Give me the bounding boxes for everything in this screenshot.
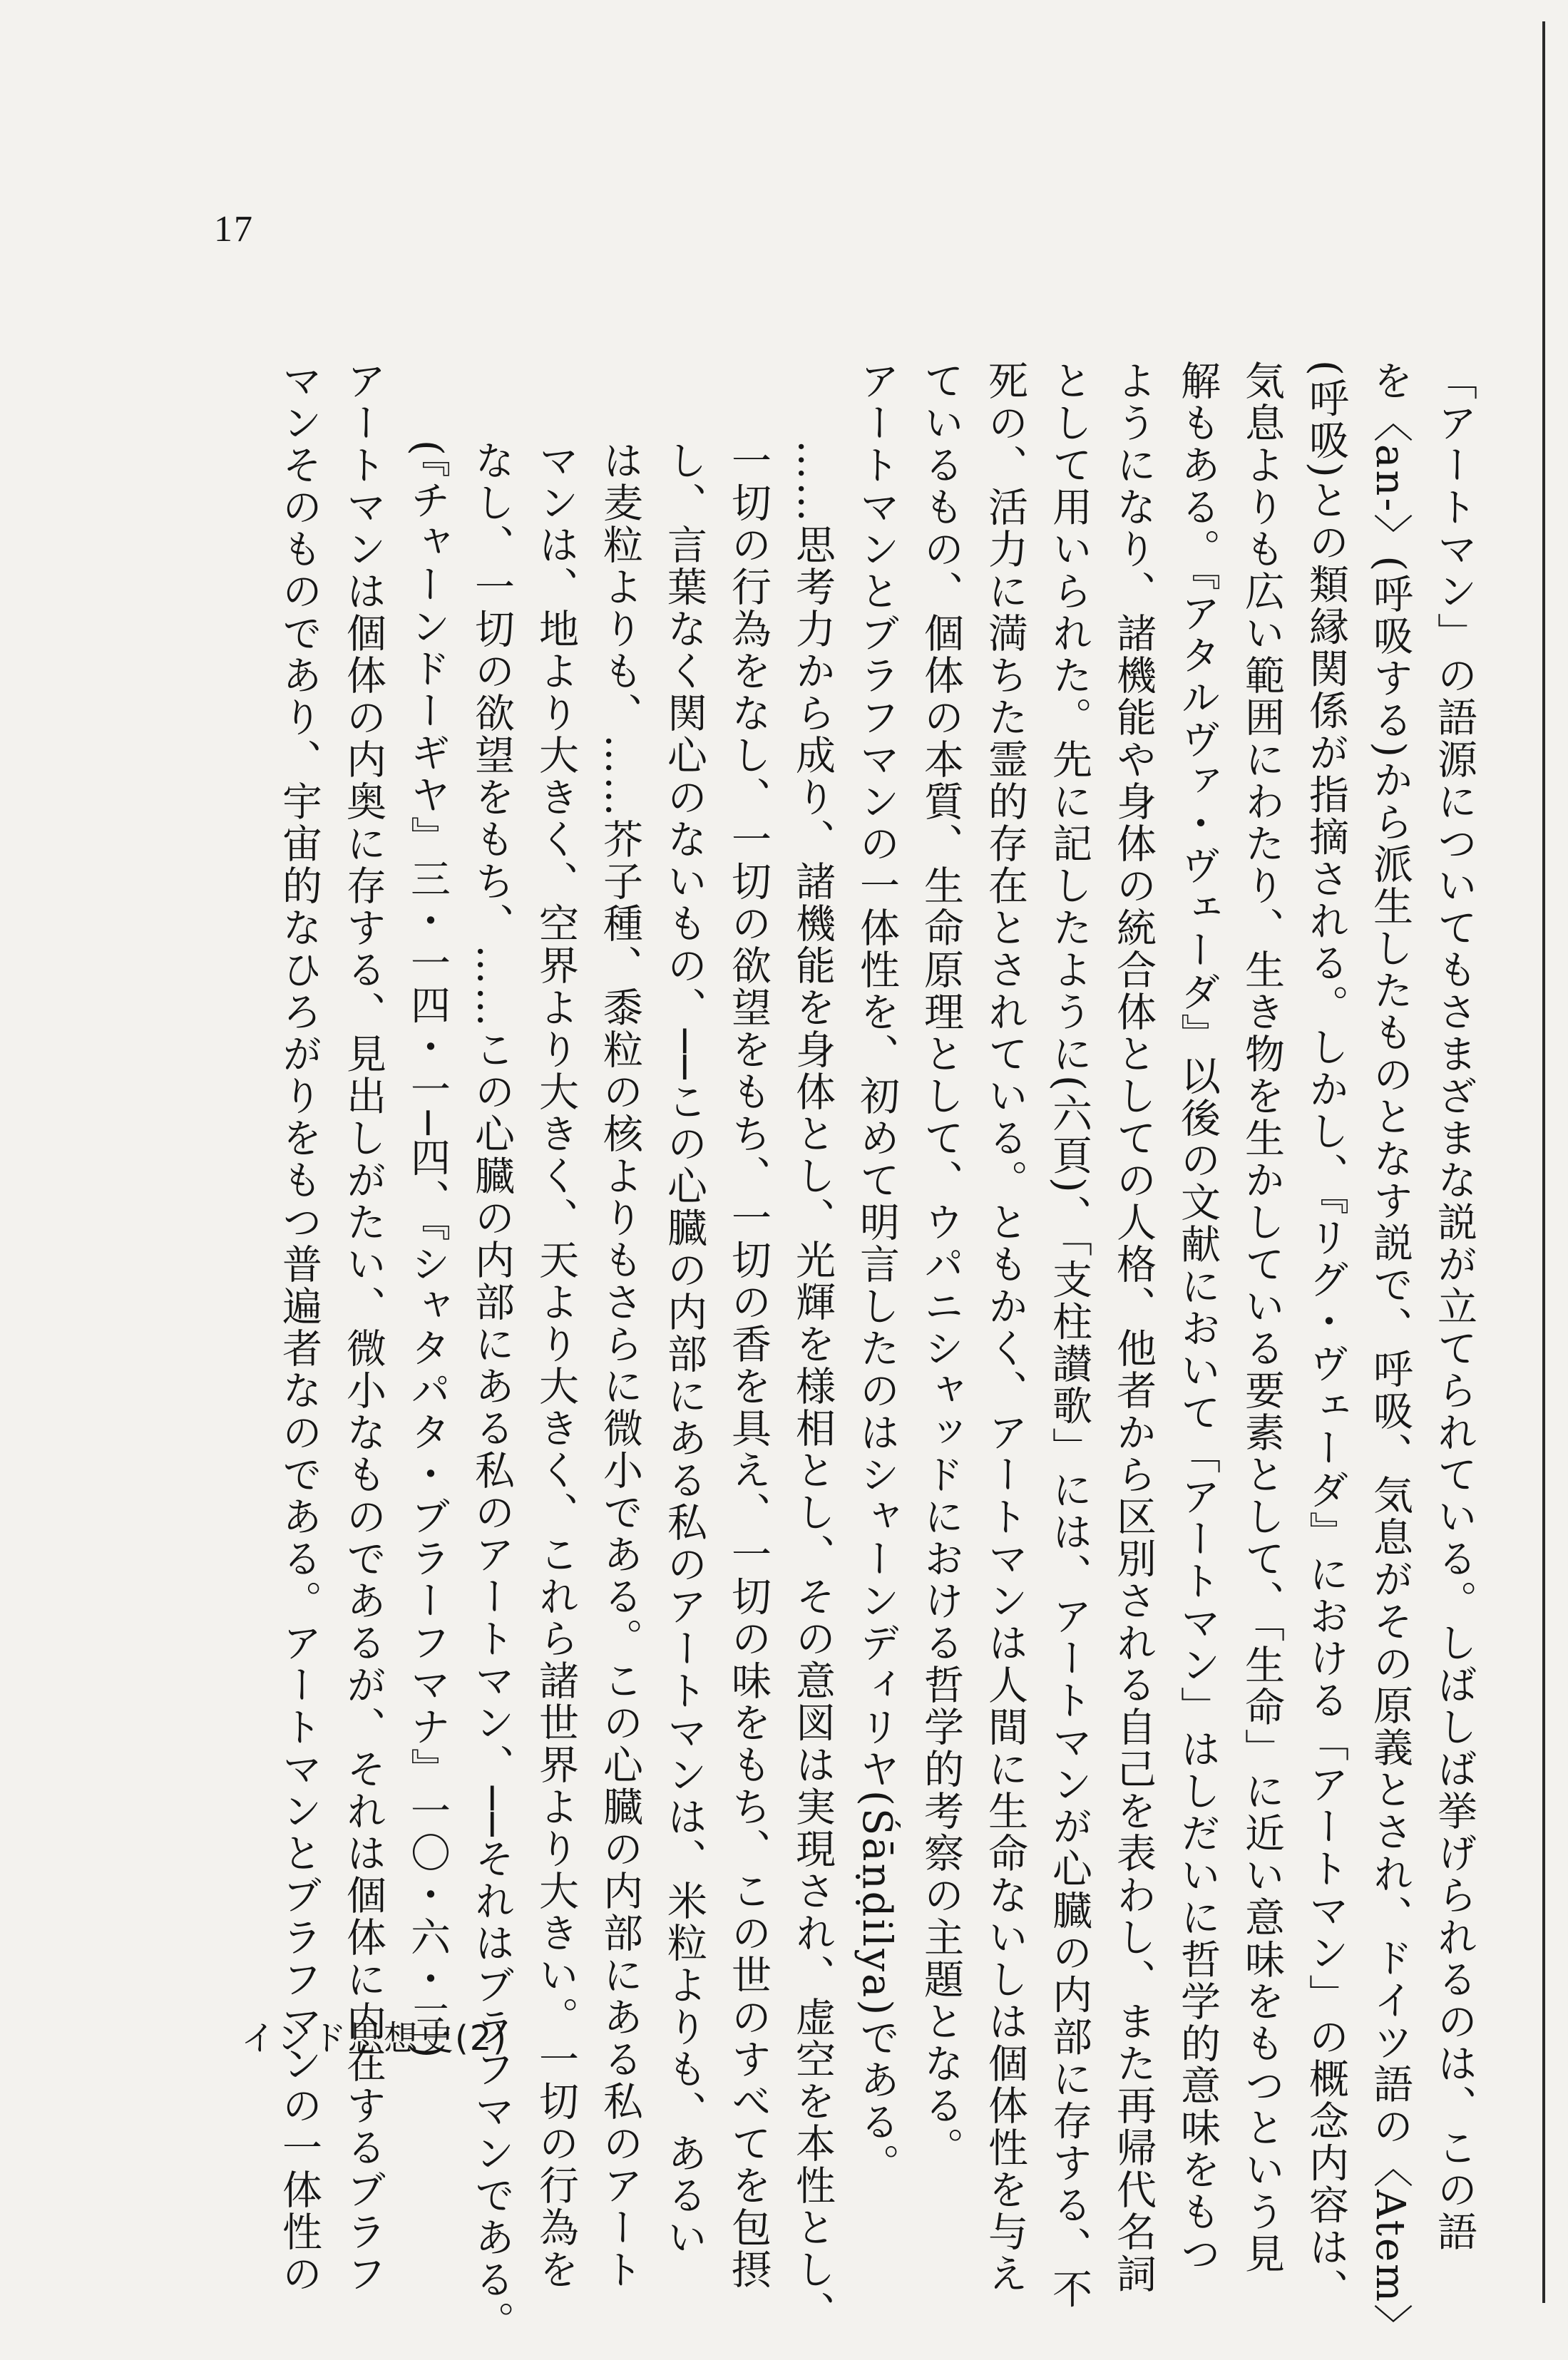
text-line: アートマンとブラフマンの一体性を、初めて明言したのはシャーンディリヤ(Śāṇḍilya)である。	[854, 360, 900, 2186]
quote-line: なし、一切の欲望をもち、……この心臓の内部にある私のアートマン、──それはブラフマンである。	[468, 440, 515, 2344]
citation-line: (『チャーンドーギヤ』三・一四・一─四、『シャタパタ・ブラーフマナ』一〇・六・三)	[404, 440, 451, 2061]
text-line: ようになり、諸機能や身体の統合体としての人格、他者から区別される自己を表わし、また再帰代名詞	[1110, 360, 1157, 2295]
text-line: として用いられた。先に記したように(六頁)、「支柱讃歌」には、アートマンが心臓の内部に存する、不	[1046, 360, 1092, 2311]
text-line: 「アートマン」の語源についてもさまざまな説が立てられている。しばしば挙げられるのは、この語	[1431, 360, 1477, 2253]
text-line: ているもの、個体の本質、生命原理として、ウパニシャッドにおける哲学的考察の主題となる。	[918, 360, 964, 2169]
text-line: アートマンは個体の内奥に存する、見出しがたい、微小なものであるが、それは個体に内在するブラフ	[340, 360, 386, 2295]
quote-line: し、言葉なく関心のないもの、──この心臓の内部にある私のアートマンは、米粒よりも、あるい	[661, 440, 707, 2259]
text-line: 解もある。『アタルヴァ・ヴェーダ』以後の文献において「アートマン」はしだいに哲学的意味をもつ	[1174, 360, 1221, 2275]
quote-line: は麦粒よりも、……芥子種、黍粒の核よりもさらに微小である。この心臓の内部にある私のアート	[597, 440, 643, 2291]
text-line: 気息よりも広い範囲にわたり、生き物を生かしている要素として、「生命」に近い意味をもつという見	[1239, 360, 1285, 2275]
text-line: を〈an-〉(呼吸する)から派生したものとなす説で、呼吸、気息がその原義とされ、ドイツ語の〈Atem〉	[1367, 360, 1413, 2346]
text-line: 死の、活力に満ちた霊的存在とされている。ともかく、アートマンは人間に生命ないしは個体性を与え	[982, 360, 1028, 2295]
page-edge-rule	[1542, 21, 1545, 2303]
quote-line: ……思考力から成り、諸機能を身体とし、光輝を様相とし、その意図は実現され、虚空を本性とし、	[789, 440, 836, 2333]
running-head: インド思想史(2)	[241, 2018, 508, 2058]
text-line: (呼吸)との類縁関係が指摘される。しかし、『リグ・ヴェーダ』における「アートマン」の概念内容は、	[1303, 360, 1349, 2311]
text-line: マンそのものであり、宇宙的なひろがりをもつ普遍者なのである。アートマンとブラフマンの一体性の	[276, 360, 322, 2295]
quote-line: 一切の行為をなし、一切の欲望をもち、一切の香を具え、一切の味をもち、この世のすべてを包摂	[725, 440, 772, 2291]
page-number: 17	[214, 209, 254, 250]
quote-line: マンは、地より大きく、空界より大きく、天より大きく、これら諸世界より大きい。一切の行為を	[533, 440, 579, 2291]
